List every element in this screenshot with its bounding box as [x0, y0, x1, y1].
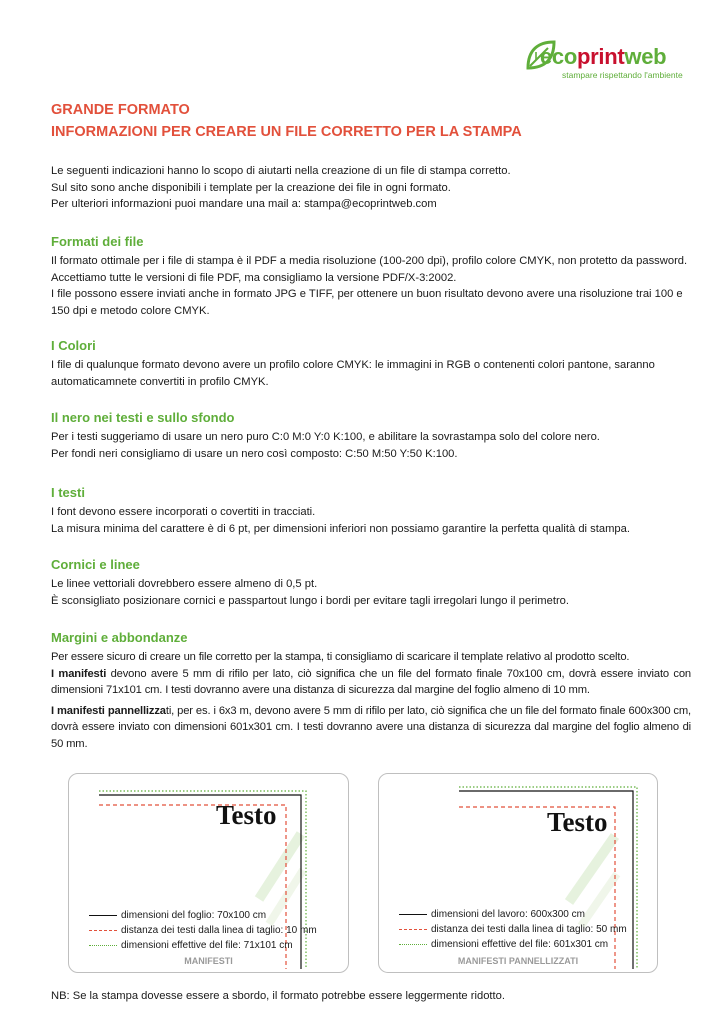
legend-label: distanza dei testi dalla linea di taglio: 10 mm: [121, 925, 317, 936]
section-testi: [51, 485, 691, 537]
diagram-manifesti: [68, 773, 349, 973]
logo-print: print: [577, 44, 625, 69]
dashed-line-swatch: [89, 930, 117, 931]
page-title: GRANDE FORMATO: [51, 102, 190, 118]
section-colori: [51, 338, 691, 390]
section-nero: [51, 410, 691, 462]
intro-line-1: Le seguenti indicazioni hanno lo scopo di aiutarti nella creazione di un file di stampa corretto.: [51, 165, 511, 177]
diagram-manifesti-pannellizzati: [378, 773, 658, 973]
section-heading: I Colori: [51, 338, 96, 353]
legend-label: dimensioni del foglio: 70x100 cm: [121, 910, 267, 921]
diagram-caption: MANIFESTI: [184, 956, 233, 966]
dotted-line-swatch: [89, 945, 117, 946]
paragraph-rest: devono avere 5 mm di rifilo per lato, ciò significa che un file del formato finale 70x100 cm, dovrà essere inviato con dimensioni 71x101 cm. I testi dovranno avere una distanza di sicurezza dal margine del foglio almeno di 10 mm.: [51, 667, 691, 696]
legend-label: dimensioni del lavoro: 600x300 cm: [431, 909, 585, 920]
section-paragraph: I file possono essere inviati anche in formato JPG e TIFF, per ottenere un buon risultato devono avere una risoluzione trai 100 e 150 dpi e metodo colore CMYK.: [51, 288, 683, 317]
ecoprintweb-logo: [524, 38, 694, 88]
section-cornici: [51, 557, 691, 609]
section-paragraph: È sconsigliato posizionare cornici e passpartout lungo i bordi per evitare tagli irregolari lungo il perimetro.: [51, 594, 570, 607]
section-heading: Formati dei file: [51, 234, 144, 249]
section-paragraph: [51, 703, 691, 753]
section-heading: Cornici e linee: [51, 557, 140, 572]
section-paragraph: Le linee vettoriali dovrebbero essere almeno di 0,5 pt.: [51, 578, 318, 590]
footer-note: NB: Se la stampa dovesse essere a sbordo, il formato potrebbe essere leggermente ridotto.: [51, 990, 505, 1002]
section-paragraph: Per fondi neri consigliamo di usare un nero così composto: C:50 M:50 Y:50 K:100.: [51, 447, 458, 460]
solid-line-swatch: [399, 914, 427, 915]
dotted-line-swatch: [399, 944, 427, 945]
sample-text-testo: Testo: [216, 800, 277, 830]
dashed-line-swatch: [399, 929, 427, 930]
diagram-caption: MANIFESTI PANNELLIZZATI: [457, 956, 579, 966]
legend-label: dimensioni effettive del file: 71x101 cm: [121, 940, 293, 951]
intro-text: [51, 163, 691, 213]
solid-line-swatch: [89, 915, 117, 916]
logo-web: web: [624, 44, 667, 69]
section-paragraph: La misura minima del carattere è di 6 pt, per dimensioni inferiori non possiamo garantire la perfetta qualità di stampa.: [51, 522, 630, 535]
paragraph-rest: ti, per es. i 6x3 m, devono avere 5 mm di rifilo per lato, ciò significa che un file del formato finale 600x300 cm, dovrà essere inviato con dimensioni 601x301 cm. I testi dovranno avere una distanza di sicurezza dal margine del foglio almeno di 50 mm.: [51, 704, 692, 750]
section-margini: [51, 630, 691, 752]
section-paragraph: Il formato ottimale per i file di stampa è il PDF a media risoluzione (100-200 dpi), profilo colore CMYK, non protetto da password. Accettiamo tutte le versioni di file PDF, ma consigliamo la versione PDF/X-3:2002.: [51, 255, 688, 284]
section-heading: I testi: [51, 485, 85, 500]
section-paragraph: [51, 666, 691, 699]
bold-lead: I manifesti pannellizza: [51, 704, 166, 717]
section-heading: Margini e abbondanze: [51, 630, 188, 645]
logo-tagline: stampare rispettando l'ambiente: [562, 70, 683, 80]
section-paragraph: Per i testi suggeriamo di usare un nero puro C:0 M:0 Y:0 K:100, e abilitare la sovrastampa solo del colore nero.: [51, 431, 600, 443]
legend-label: dimensioni effettive del file: 601x301 cm: [431, 939, 609, 950]
section-paragraph: I font devono essere incorporati o covertiti in tracciati.: [51, 506, 316, 518]
page-subtitle: INFORMAZIONI PER CREARE UN FILE CORRETTO PER LA STAMPA: [51, 124, 522, 140]
section-heading: Il nero nei testi e sullo sfondo: [51, 410, 235, 425]
section-paragraph: I file di qualunque formato devono avere un profilo colore CMYK: le immagini in RGB o contenenti colori pantone, saranno automaticamnete convertiti in profilo CMYK.: [51, 359, 655, 388]
legend-label: distanza dei testi dalla linea di taglio: 50 mm: [431, 924, 627, 935]
bold-lead: I manifesti: [51, 667, 107, 680]
intro-line-2: Sul sito sono anche disponibili i template per la creazione dei file in ogni formato.: [51, 181, 451, 194]
logo-eco: eco: [540, 44, 578, 69]
logo-wordmark: [540, 44, 666, 70]
section-formati: [51, 234, 691, 319]
section-paragraph: Per essere sicuro di creare un file corretto per la stampa, ti consigliamo di scaricare il template relativo al prodotto scelto.: [51, 651, 630, 663]
sample-text-testo: Testo: [547, 807, 608, 837]
intro-line-3: Per ulteriori informazioni puoi mandare una mail a: stampa@ecoprintweb.com: [51, 198, 437, 210]
